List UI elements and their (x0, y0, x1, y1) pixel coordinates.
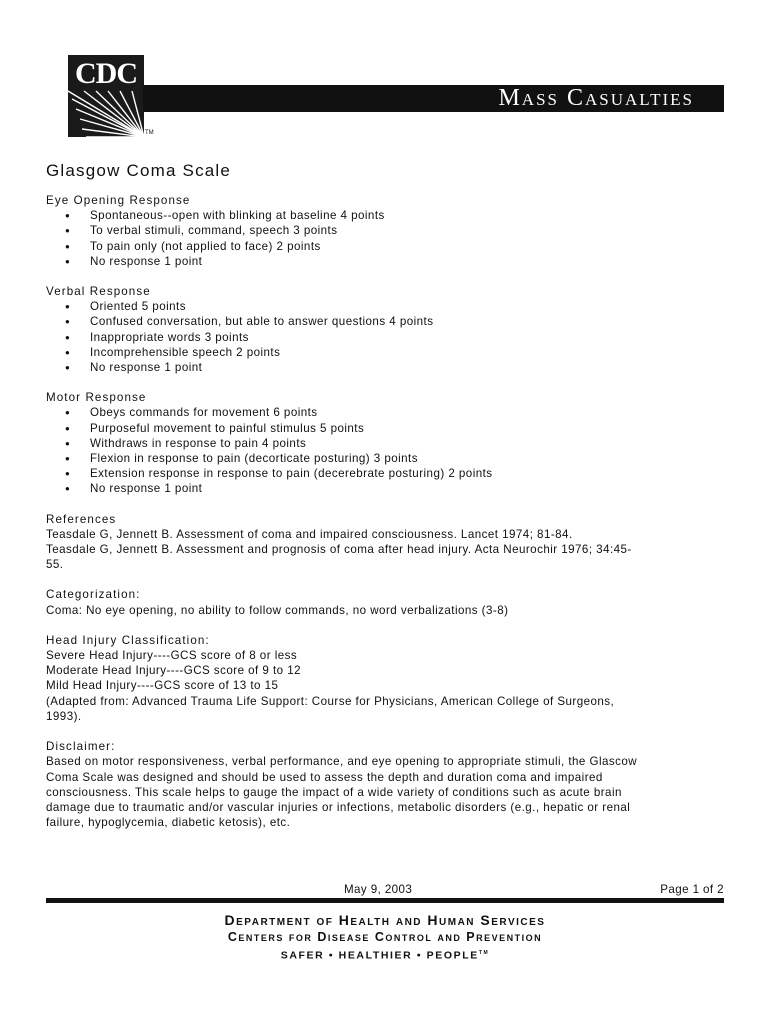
list-item: ● Spontaneous--open with blinking at baseline 4 points (90, 208, 726, 223)
tagline-text: SAFER • HEALTHIER • PEOPLE (280, 949, 479, 962)
disclaimer-heading: Disclaimer: (46, 740, 116, 754)
reference-line: 55. (46, 558, 64, 572)
disclaimer-section (46, 739, 726, 830)
list-item: ● Incomprehensible speech 2 points (90, 345, 726, 360)
page-title: Glasgow Coma Scale (46, 161, 232, 180)
references-heading: References (46, 512, 117, 526)
agency-name: Centers for Disease Control and Prevention (227, 930, 543, 944)
verbal-list (46, 299, 726, 375)
tagline (46, 945, 724, 964)
department-block (46, 912, 724, 964)
department-name: Department of Health and Human Services (224, 912, 546, 928)
logo-text: CDC (75, 57, 137, 90)
list-item: ● Obeys commands for movement 6 points (90, 405, 726, 420)
list-item: ● No response 1 point (90, 360, 726, 375)
trademark-mark: TM (145, 130, 154, 136)
list-item: ● Oriented 5 points (90, 299, 726, 314)
list-item: ● No response 1 point (90, 481, 726, 496)
motor-list (46, 405, 726, 496)
head-injury-line: Moderate Head Injury----GCS score of 9 to 12 (46, 664, 301, 678)
footer-date: May 9, 2003 (344, 883, 413, 896)
title-bar (143, 85, 724, 112)
list-item: ● Confused conversation, but able to answer questions 4 points (90, 314, 726, 329)
footer-divider (46, 898, 724, 903)
list-item: ● Flexion in response to pain (decorticate posturing) 3 points (90, 451, 726, 466)
tagline-tm: TM (478, 950, 490, 956)
page-header (0, 0, 768, 150)
list-item: ● Inappropriate words 3 points (90, 330, 726, 345)
page-number: Page 1 of 2 (660, 883, 724, 896)
document-body (46, 160, 726, 845)
eye-list (46, 208, 726, 269)
disclaimer-line: consciousness. This scale helps to gauge the impact of a wide variety of conditions such as acute brain (46, 785, 622, 799)
list-item: ● Withdraws in response to pain 4 points (90, 436, 726, 451)
head-injury-line: Severe Head Injury----GCS score of 8 or less (46, 649, 298, 663)
list-item: ● No response 1 point (90, 254, 726, 269)
head-injury-line: (Adapted from: Advanced Trauma Life Support: Course for Physicians, American College of Surgeons, (46, 694, 615, 708)
disclaimer-line: Coma Scale was designed and should be used to assess the depth and duration coma and impaired (46, 770, 603, 784)
head-injury-line: Mild Head Injury----GCS score of 13 to 15 (46, 679, 279, 693)
references-section (46, 512, 726, 573)
page-footer (46, 883, 724, 899)
categorization-section (46, 587, 726, 617)
categorization-heading: Categorization: (46, 588, 141, 602)
head-injury-heading: Head Injury Classification: (46, 633, 210, 647)
disclaimer-line: failure, hypoglycemia, diabetic ketosis), etc. (46, 816, 291, 830)
verbal-heading: Verbal Response (46, 285, 151, 299)
disclaimer-line: Based on motor responsiveness, verbal performance, and eye opening to appropriate stimuli, the Glascow (46, 755, 638, 769)
motor-heading: Motor Response (46, 391, 147, 405)
list-item: ● To verbal stimuli, command, speech 3 points (90, 223, 726, 238)
head-injury-line: 1993). (46, 709, 82, 723)
reference-line: Teasdale G, Jennett B. Assessment and prognosis of coma after head injury. Acta Neurochir 1976; 34:45- (46, 543, 632, 557)
cdc-logo (68, 55, 144, 137)
list-item: ● Purposeful movement to painful stimulus 5 points (90, 421, 726, 436)
header-title: Mass Casualties (498, 85, 694, 111)
head-injury-section (46, 633, 726, 724)
reference-line: Teasdale G, Jennett B. Assessment of coma and impaired consciousness. Lancet 1974; 81-84. (46, 527, 573, 541)
disclaimer-line: damage due to traumatic and/or vascular injuries or infections, metabolic disorders (e.g., hepatic or renal (46, 800, 631, 814)
list-item: ● Extension response in response to pain (decerebrate posturing) 2 points (90, 466, 726, 481)
categorization-line: Coma: No eye opening, no ability to follow commands, no word verbalizations (3-8) (46, 603, 509, 617)
eye-heading: Eye Opening Response (46, 194, 191, 207)
list-item: ● To pain only (not applied to face) 2 points (90, 239, 726, 254)
